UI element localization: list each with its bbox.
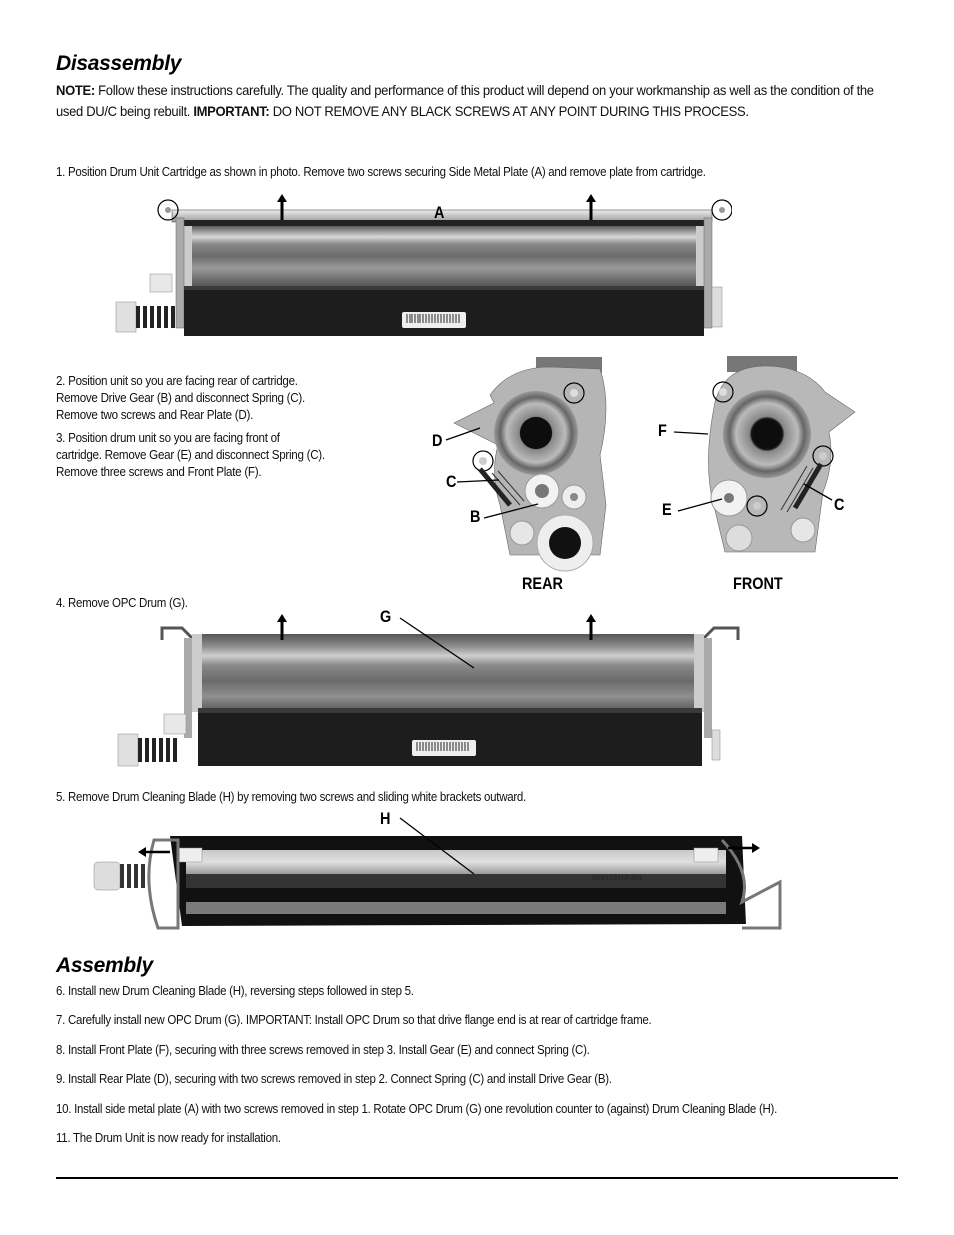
label-c-front: C	[834, 495, 845, 514]
step-4: 4. Remove OPC Drum (G).	[56, 596, 188, 610]
figure-side-plate	[112, 192, 732, 342]
figure-cleaning-blade	[82, 812, 788, 937]
leader-e	[676, 495, 726, 515]
caption-rear: REAR	[522, 574, 563, 593]
leader-f	[672, 428, 712, 438]
label-c-rear: C	[446, 472, 457, 491]
leader-c-front	[802, 480, 834, 504]
label-a: A	[434, 203, 445, 222]
label-d: D	[432, 431, 443, 450]
leader-d	[440, 420, 480, 450]
note-label: NOTE:	[56, 82, 95, 98]
step-3-line-2: cartridge. Remove Gear (E) and disconnect Spring (C).	[56, 448, 325, 462]
step-3	[56, 430, 325, 481]
step-11: 11. The Drum Unit is now ready for installation.	[56, 1131, 281, 1145]
step-7: 7. Carefully install new OPC Drum (G). IMPORTANT: Install OPC Drum so that drive flange end is at rear of cartridge frame.	[56, 1013, 652, 1027]
footer-divider	[56, 1177, 898, 1179]
step-5: 5. Remove Drum Cleaning Blade (H) by removing two screws and sliding white brackets outward.	[56, 790, 526, 804]
note-text: Follow these instructions carefully. The quality and performance of this product will depend on your workmanship as well as the condition of the used DU/C being rebuilt.	[56, 82, 874, 119]
figure-front-view	[695, 352, 860, 562]
step-10: 10. Install side metal plate (A) with two screws removed in step 1. Rotate OPC Drum (G) one revolution counter to (against) Drum Cleaning Blade (H).	[56, 1102, 778, 1116]
note-paragraph	[56, 80, 888, 122]
step-2	[56, 373, 305, 424]
disassembly-heading: Disassembly	[56, 52, 182, 75]
leader-b	[482, 500, 542, 530]
step-3-line-3: Remove three screws and Front Plate (F).	[56, 465, 262, 479]
caption-front: FRONT	[733, 574, 783, 593]
assembly-heading: Assembly	[56, 954, 153, 977]
label-h: H	[380, 809, 391, 828]
label-f: F	[658, 421, 667, 440]
step-2-line-3: Remove two screws and Rear Plate (D).	[56, 408, 254, 422]
step-8: 8. Install Front Plate (F), securing with three screws removed in step 3. Install Gear (E) and connect Spring (C).	[56, 1043, 590, 1057]
label-b: B	[470, 507, 481, 526]
step-3-line-1: 3. Position drum unit so you are facing front of	[56, 431, 280, 445]
step-9: 9. Install Rear Plate (D), securing with two screws removed in step 2. Connect Spring (C) and install Drive Gear (B).	[56, 1072, 612, 1086]
step-6: 6. Install new Drum Cleaning Blade (H), reversing steps followed in step 5.	[56, 984, 414, 998]
label-e: E	[662, 500, 672, 519]
label-g: G	[380, 607, 392, 626]
step-1: 1. Position Drum Unit Cartridge as shown in photo. Remove two screws securing Side Metal Plate (A) and remove plate from cartridge.	[56, 165, 706, 179]
important-label: IMPORTANT:	[193, 103, 270, 119]
figure-opc-drum	[114, 610, 744, 775]
leader-c-rear	[455, 470, 505, 490]
figure-rear-view	[450, 355, 620, 575]
important-text: DO NOT REMOVE ANY BLACK SCREWS AT ANY POINT DURING THIS PROCESS.	[269, 103, 749, 119]
step-2-line-2: Remove Drive Gear (B) and disconnect Spring (C).	[56, 391, 305, 405]
svg-text:01011016F301: 01011016F301	[592, 875, 643, 883]
step-2-line-1: 2. Position unit so you are facing rear of cartridge.	[56, 374, 298, 388]
